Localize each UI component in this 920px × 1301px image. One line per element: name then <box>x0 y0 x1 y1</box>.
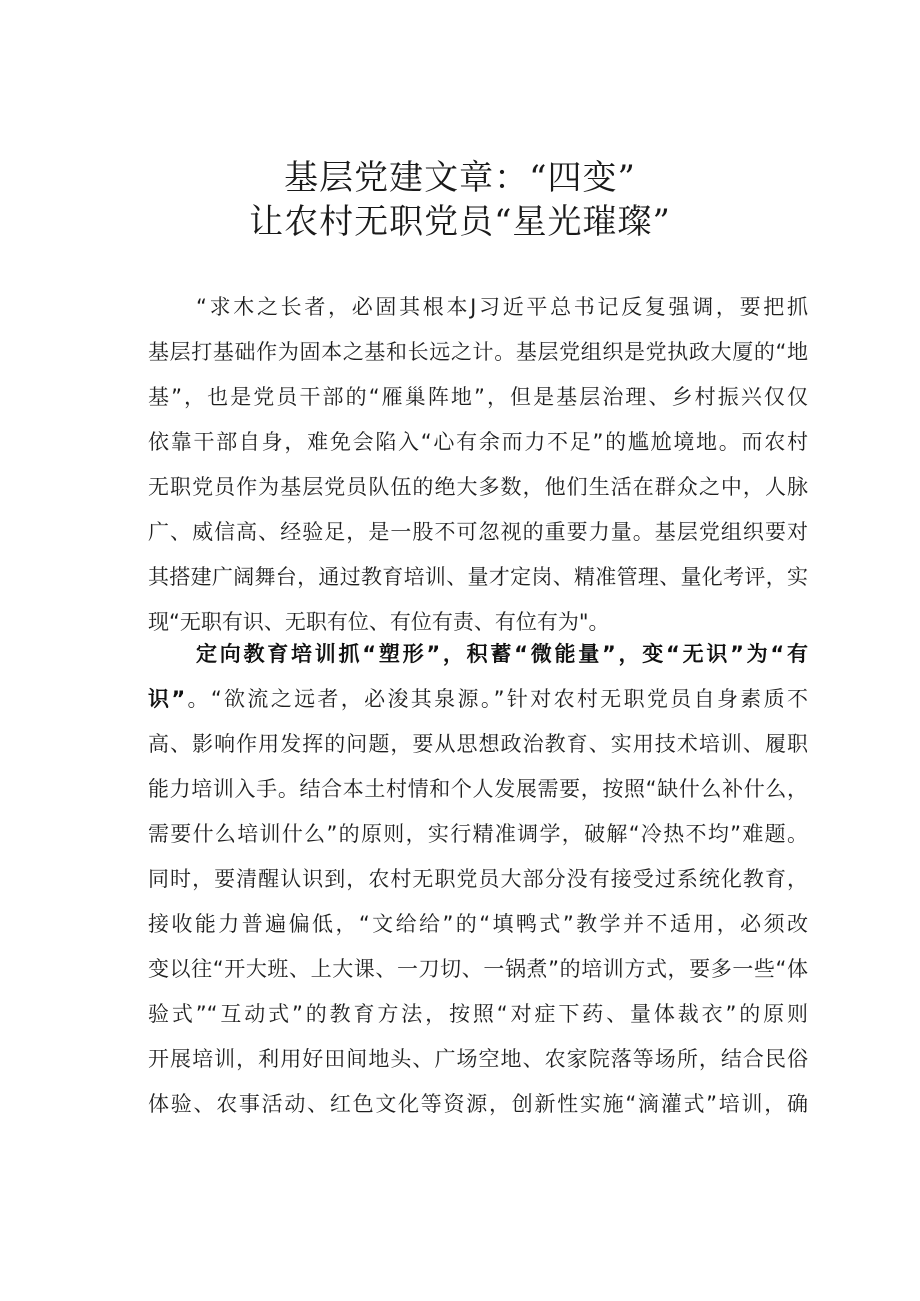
section-heading: 定向教育培训抓“塑形”，积蓄“微能量”，变“无识”为“有 <box>196 642 808 666</box>
paragraph-1-line: 基层打基础作为固本之基和长远之计。基层党组织是党执政大厦的“地 <box>148 340 808 364</box>
paragraph-1-line: “求木之长者，必固其根本J习近平总书记反复强调，要把抓 <box>196 295 808 319</box>
page-title-line-2: 让农村无职党员“星光璀璨” <box>249 202 671 242</box>
paragraph-1-line: 现“无职有识、无职有位、有位有责、有位有为"。 <box>148 610 610 634</box>
paragraph-1-line: 广、威信高、经验足，是一股不可忽视的重要力量。基层党组织要对 <box>148 520 808 544</box>
paragraph-2-line: 开展培训，利用好田间地头、广场空地、农家院落等场所，结合民俗 <box>148 1047 808 1071</box>
paragraph-2-line: 体验、农事活动、红色文化等资源，创新性实施“滴灌式”培训，确 <box>148 1092 808 1116</box>
page-title-line-1: 基层党建文章：“四变” <box>284 158 636 198</box>
paragraph-1-line: 依靠干部自身，难免会陷入“心有余而力不足”的尴尬境地。而农村 <box>148 430 808 454</box>
paragraph-1-line: 基”，也是党员干部的“雁巢阵地”，但是基层治理、乡村振兴仅仅 <box>148 385 808 409</box>
paragraph-2-text: 。“欲流之远者，必浚其泉源。”针对农村无职党员自身素质不 <box>185 687 808 711</box>
paragraph-2-line: 能力培训入手。结合本土村情和个人发展需要，按照“缺什么补什么， <box>148 777 808 801</box>
paragraph-2-line: 同时，要清醒认识到，农村无职党员大部分没有接受过系统化教育， <box>148 867 808 891</box>
paragraph-2-line <box>148 677 808 722</box>
paragraph-2-line: 高、影响作用发挥的问题，要从思想政治教育、实用技术培训、履职 <box>148 732 808 756</box>
paragraph-1-line: 其搭建广阔舞台，通过教育培训、量才定岗、精准管理、量化考评，实 <box>148 565 808 589</box>
paragraph-2-line: 验式”“互动式”的教育方法，按照“对症下药、量体裁衣”的原则 <box>148 1002 808 1026</box>
paragraph-2-line: 接收能力普遍偏低，“文给给”的“填鸭式”教学并不适用，必须改 <box>148 912 808 936</box>
paragraph-2-line: 需要什么培训什么”的原则，实行精准调学，破解“冷热不均”难题。 <box>148 822 808 846</box>
section-heading-tail: 识” <box>148 687 186 711</box>
paragraph-2-line: 变以往“开大班、上大课、一刀切、一锅煮”的培训方式，要多一些“体 <box>148 957 808 981</box>
paragraph-1-line: 无职党员作为基层党员队伍的绝大多数，他们生活在群众之中，人脉 <box>148 475 808 499</box>
